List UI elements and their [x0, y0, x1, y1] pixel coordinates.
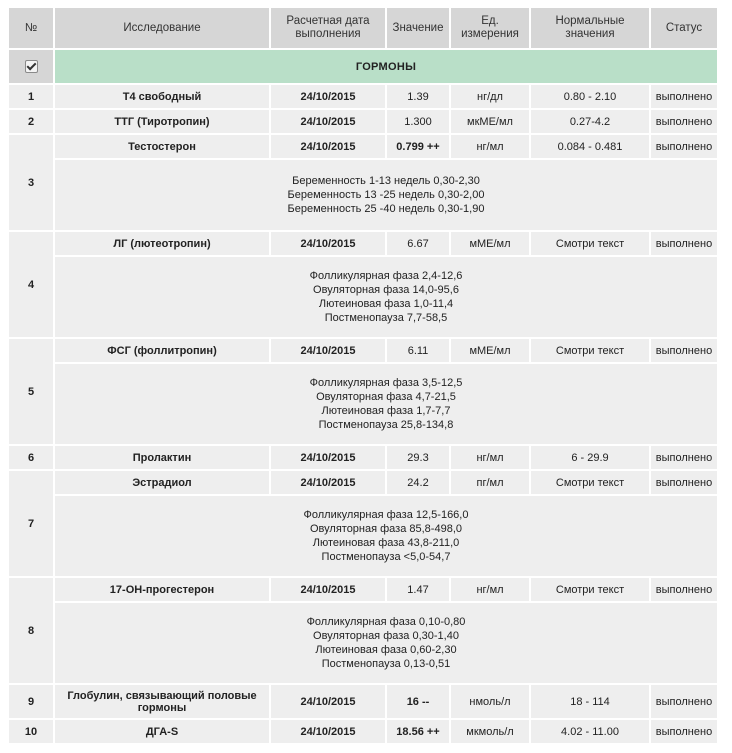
- reference-note-line: Постменопауза <5,0-54,7: [321, 551, 451, 563]
- due-date: 24/10/2015: [271, 135, 387, 158]
- result-value: 24.2: [387, 471, 451, 494]
- table-row: [9, 232, 719, 255]
- normal-range: 0.80 - 2.10: [531, 85, 651, 108]
- reference-note-line: Лютеиновая фаза 1,7-7,7: [321, 405, 451, 417]
- test-name: Эстрадиол: [55, 471, 271, 494]
- reference-note-line: Лютеиновая фаза 0,60-2,30: [315, 644, 457, 656]
- reference-note-line: Фолликулярная фаза 0,10-0,80: [306, 616, 466, 628]
- header-value[interactable]: Значение: [387, 8, 451, 48]
- unit: нмоль/л: [451, 685, 531, 718]
- reference-note-line: Овуляторная фаза 85,8-498,0: [309, 523, 462, 535]
- normal-range: 4.02 - 11.00: [531, 720, 651, 743]
- normal-range: Смотри текст: [531, 578, 651, 601]
- results-table: [9, 6, 719, 745]
- header-status[interactable]: Статус: [651, 8, 719, 48]
- normal-range: Смотри текст: [531, 232, 651, 255]
- due-date: 24/10/2015: [271, 446, 387, 469]
- table-row: [9, 85, 719, 108]
- unit: нг/мл: [451, 446, 531, 469]
- unit: мМЕ/мл: [451, 339, 531, 362]
- due-date: 24/10/2015: [271, 720, 387, 743]
- unit: мкМЕ/мл: [451, 110, 531, 133]
- unit: пг/мл: [451, 471, 531, 494]
- reference-note-line: Беременность 13 -25 недель 0,30-2,00: [287, 189, 485, 201]
- reference-notes: [55, 257, 719, 337]
- due-date: 24/10/2015: [271, 339, 387, 362]
- table-row: [9, 339, 719, 362]
- reference-notes: [55, 364, 719, 444]
- section-row: [9, 50, 719, 83]
- reference-note-line: Овуляторная фаза 0,30-1,40: [313, 630, 459, 642]
- result-value: 6.67: [387, 232, 451, 255]
- result-value: 1.39: [387, 85, 451, 108]
- due-date: 24/10/2015: [271, 110, 387, 133]
- test-name: Пролактин: [55, 446, 271, 469]
- row-number: 7: [9, 471, 55, 576]
- result-value: 18.56 ++: [387, 720, 451, 743]
- reference-note-line: Постменопауза 0,13-0,51: [321, 658, 451, 670]
- header-test[interactable]: Исследование: [55, 8, 271, 48]
- unit: мкмоль/л: [451, 720, 531, 743]
- due-date: 24/10/2015: [271, 232, 387, 255]
- table-row: [9, 135, 719, 158]
- result-value: 0.799 ++: [387, 135, 451, 158]
- status: выполнено: [651, 339, 719, 362]
- normal-range: 18 - 114: [531, 685, 651, 718]
- test-name: Глобулин, связывающий половые гормоны: [55, 685, 271, 718]
- unit: нг/мл: [451, 578, 531, 601]
- reference-note-line: Лютеиновая фаза 43,8-211,0: [312, 537, 460, 549]
- header-row: [9, 8, 719, 48]
- reference-note-line: Лютеиновая фаза 1,0-11,4: [318, 298, 454, 310]
- reference-note-line: Фолликулярная фаза 12,5-166,0: [303, 509, 469, 521]
- notes-row: [9, 160, 719, 230]
- due-date: 24/10/2015: [271, 471, 387, 494]
- status: выполнено: [651, 135, 719, 158]
- test-name: ДГА-S: [55, 720, 271, 743]
- table-row: [9, 446, 719, 469]
- reference-note-line: Постменопауза 7,7-58,5: [324, 312, 448, 324]
- status: выполнено: [651, 110, 719, 133]
- reference-note-line: Фолликулярная фаза 3,5-12,5: [309, 377, 463, 389]
- result-value: 1.47: [387, 578, 451, 601]
- normal-range: Смотри текст: [531, 471, 651, 494]
- header-unit[interactable]: Ед. измерения: [451, 8, 531, 48]
- due-date: 24/10/2015: [271, 578, 387, 601]
- status: выполнено: [651, 232, 719, 255]
- notes-row: [9, 257, 719, 337]
- reference-notes: [55, 160, 719, 230]
- due-date: 24/10/2015: [271, 685, 387, 718]
- normal-range: 6 - 29.9: [531, 446, 651, 469]
- table-row: [9, 685, 719, 718]
- test-name: ЛГ (лютеотропин): [55, 232, 271, 255]
- header-num[interactable]: №: [9, 8, 55, 48]
- section-checkbox-cell[interactable]: [9, 50, 55, 83]
- test-name: Т4 свободный: [55, 85, 271, 108]
- status: выполнено: [651, 720, 719, 743]
- reference-note-line: Постменопауза 25,8-134,8: [318, 419, 454, 431]
- reference-notes: [55, 603, 719, 683]
- row-number: 8: [9, 578, 55, 683]
- result-value: 16 --: [387, 685, 451, 718]
- status: выполнено: [651, 685, 719, 718]
- notes-row: [9, 496, 719, 576]
- test-name: ФСГ (фоллитропин): [55, 339, 271, 362]
- test-name: ТТГ (Тиротропин): [55, 110, 271, 133]
- section-title: ГОРМОНЫ: [55, 50, 719, 83]
- reference-note-line: Беременность 25 -40 недель 0,30-1,90: [287, 203, 485, 215]
- row-number: 6: [9, 446, 55, 469]
- reference-note-line: Овуляторная фаза 14,0-95,6: [313, 284, 459, 296]
- table-row: [9, 578, 719, 601]
- row-number: 2: [9, 110, 55, 133]
- result-value: 29.3: [387, 446, 451, 469]
- normal-range: Смотри текст: [531, 339, 651, 362]
- notes-row: [9, 364, 719, 444]
- table-row: [9, 720, 719, 743]
- test-name: Тестостерон: [55, 135, 271, 158]
- result-value: 1.300: [387, 110, 451, 133]
- notes-row: [9, 603, 719, 683]
- row-number: 5: [9, 339, 55, 444]
- normal-range: 0.084 - 0.481: [531, 135, 651, 158]
- table-row: [9, 110, 719, 133]
- row-number: 4: [9, 232, 55, 337]
- header-date[interactable]: Расчетная дата выполнения: [271, 8, 387, 48]
- unit: нг/дл: [451, 85, 531, 108]
- reference-note-line: Беременность 1-13 недель 0,30-2,30: [292, 175, 480, 187]
- status: выполнено: [651, 578, 719, 601]
- unit: мМЕ/мл: [451, 232, 531, 255]
- reference-note-line: Овуляторная фаза 4,7-21,5: [316, 391, 456, 403]
- unit: нг/мл: [451, 135, 531, 158]
- test-name: 17-ОН-прогестерон: [55, 578, 271, 601]
- result-value: 6.11: [387, 339, 451, 362]
- reference-note-line: Фолликулярная фаза 2,4-12,6: [309, 270, 463, 282]
- due-date: 24/10/2015: [271, 85, 387, 108]
- status: выполнено: [651, 446, 719, 469]
- header-normal[interactable]: Нормальные значения: [531, 8, 651, 48]
- table-row: [9, 471, 719, 494]
- row-number: 1: [9, 85, 55, 108]
- row-number: 3: [9, 135, 55, 230]
- reference-notes: [55, 496, 719, 576]
- section-checkbox[interactable]: [25, 60, 38, 73]
- row-number: 10: [9, 720, 55, 743]
- status: выполнено: [651, 471, 719, 494]
- normal-range: 0.27-4.2: [531, 110, 651, 133]
- status: выполнено: [651, 85, 719, 108]
- row-number: 9: [9, 685, 55, 718]
